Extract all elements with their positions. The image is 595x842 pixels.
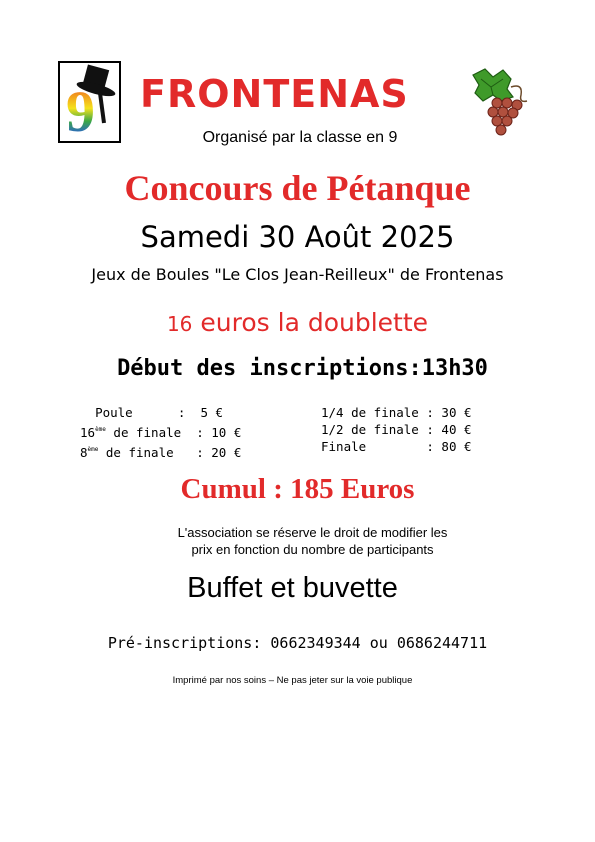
entry-price — [0, 308, 595, 337]
price-amount: 16 — [166, 312, 193, 336]
buffet-notice: Buffet et buvette — [187, 572, 398, 604]
registration-start: Début des inscriptions:13h30 — [117, 356, 488, 381]
total-prize: Cumul : 185 Euros — [180, 473, 415, 505]
disclaimer-line: prix en fonction du nombre de participants — [191, 542, 434, 557]
prize-list-left — [80, 404, 241, 461]
prize-row: 8ème de finale : 20 € — [80, 445, 242, 460]
classe-9-logo — [58, 61, 121, 143]
preregistration-phones: Pré-inscriptions: 0662349344 ou 0686244711 — [107, 634, 488, 652]
prize-row: Poule : 5 € — [95, 405, 224, 420]
disclaimer-line: L'association se réserve le droit de modifier les — [177, 525, 448, 540]
price-text: euros la doublette — [200, 308, 429, 337]
prize-row: 1/4 de finale : 30 € — [321, 405, 472, 420]
grape-icon — [463, 65, 533, 140]
organizer-line: Organisé par la classe en 9 — [202, 129, 398, 146]
footer-note: Imprimé par nos soins – Ne pas jeter sur la voie publique — [172, 675, 413, 686]
event-venue: Jeux de Boules "Le Clos Jean-Reilleux" de Frontenas — [91, 265, 504, 284]
event-date: Samedi 30 Août 2025 — [140, 220, 455, 254]
prize-row: Finale : 80 € — [321, 439, 472, 454]
logo-nine: 9 — [66, 79, 95, 141]
top-hat-icon — [60, 63, 119, 141]
prize-list-right — [321, 404, 472, 455]
event-title: Concours de Pétanque — [124, 168, 471, 208]
prize-row: 1/2 de finale : 40 € — [321, 422, 472, 437]
disclaimer — [0, 524, 595, 558]
prize-row: 16ème de finale : 10 € — [80, 425, 242, 440]
town-title: FRONTENAS — [140, 72, 409, 116]
